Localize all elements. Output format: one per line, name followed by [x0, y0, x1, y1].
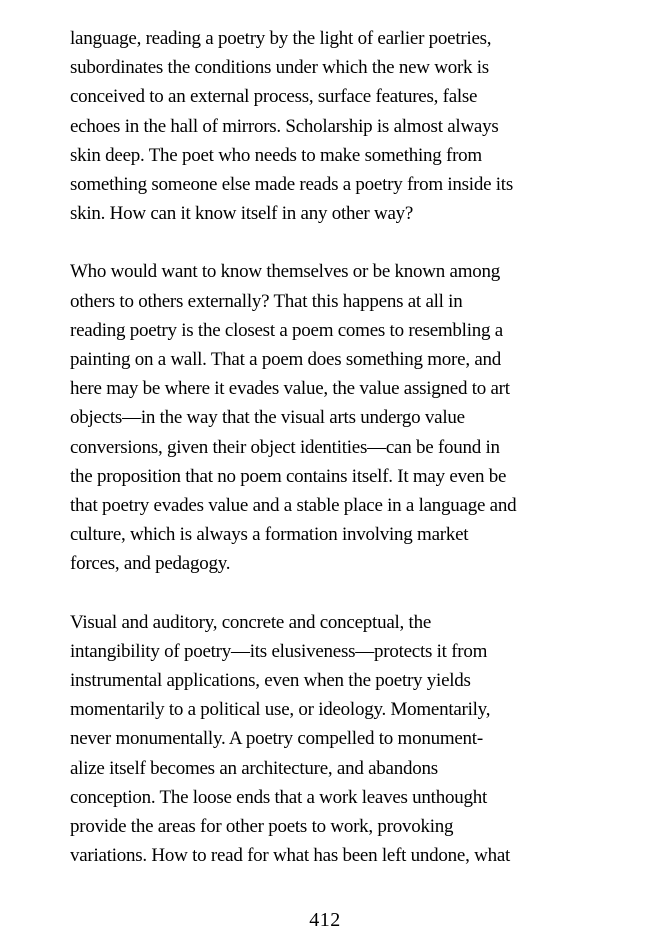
text-line: Who would want to know themselves or be known among	[70, 261, 500, 283]
text-line: language, reading a poetry by the light of earlier poetries,	[70, 28, 492, 49]
text-line: here may be where it evades value, the value assigned to art	[70, 378, 510, 400]
text-line: subordinates the conditions under which the new work is	[70, 57, 489, 79]
text-line: reading poetry is the closest a poem comes to resembling a	[70, 319, 503, 341]
text-line: Visual and auditory, concrete and conceptual, the	[70, 611, 432, 633]
text-line: never monumentally. A poetry compelled to monument-	[70, 728, 483, 750]
text-line: the proposition that no poem contains itself. It may even be	[70, 465, 507, 487]
text-line: something someone else made reads a poetry from inside its	[70, 174, 513, 196]
text-line: skin deep. The poet who needs to make something from	[70, 144, 482, 166]
text-line: alize itself becomes an architecture, and abandons	[70, 757, 438, 779]
text-line: intangibility of poetry—its elusiveness—protects it from	[70, 640, 488, 662]
page-number: 412	[309, 909, 341, 931]
text-line: conception. The loose ends that a work leaves unthought	[70, 786, 487, 808]
paragraph	[70, 257, 580, 578]
text-line: objects—in the way that the visual arts undergo value	[70, 407, 465, 429]
text-line: conversions, given their object identities—can be found in	[70, 436, 500, 458]
text-line: variations. How to read for what has been left undone, what	[70, 845, 511, 867]
text-line: conceived to an external process, surface features, false	[70, 86, 478, 108]
page-text	[70, 24, 580, 870]
text-line: forces, and pedagogy.	[70, 553, 231, 575]
text-line: momentarily to a political use, or ideology. Momentarily,	[70, 699, 491, 721]
paragraph	[70, 608, 580, 871]
paragraph	[70, 24, 580, 228]
text-line: culture, which is always a formation involving market	[70, 524, 469, 546]
text-line: skin. How can it know itself in any other way?	[70, 203, 414, 225]
text-line: painting on a wall. That a poem does something more, and	[70, 349, 501, 371]
text-line: provide the areas for other poets to work, provoking	[70, 816, 454, 838]
text-line: others to others externally? That this happens at all in	[70, 290, 463, 312]
text-line: that poetry evades value and a stable place in a language and	[70, 495, 517, 517]
text-line: instrumental applications, even when the poetry yields	[70, 670, 471, 692]
text-line: echoes in the hall of mirrors. Scholarship is almost always	[70, 115, 499, 137]
